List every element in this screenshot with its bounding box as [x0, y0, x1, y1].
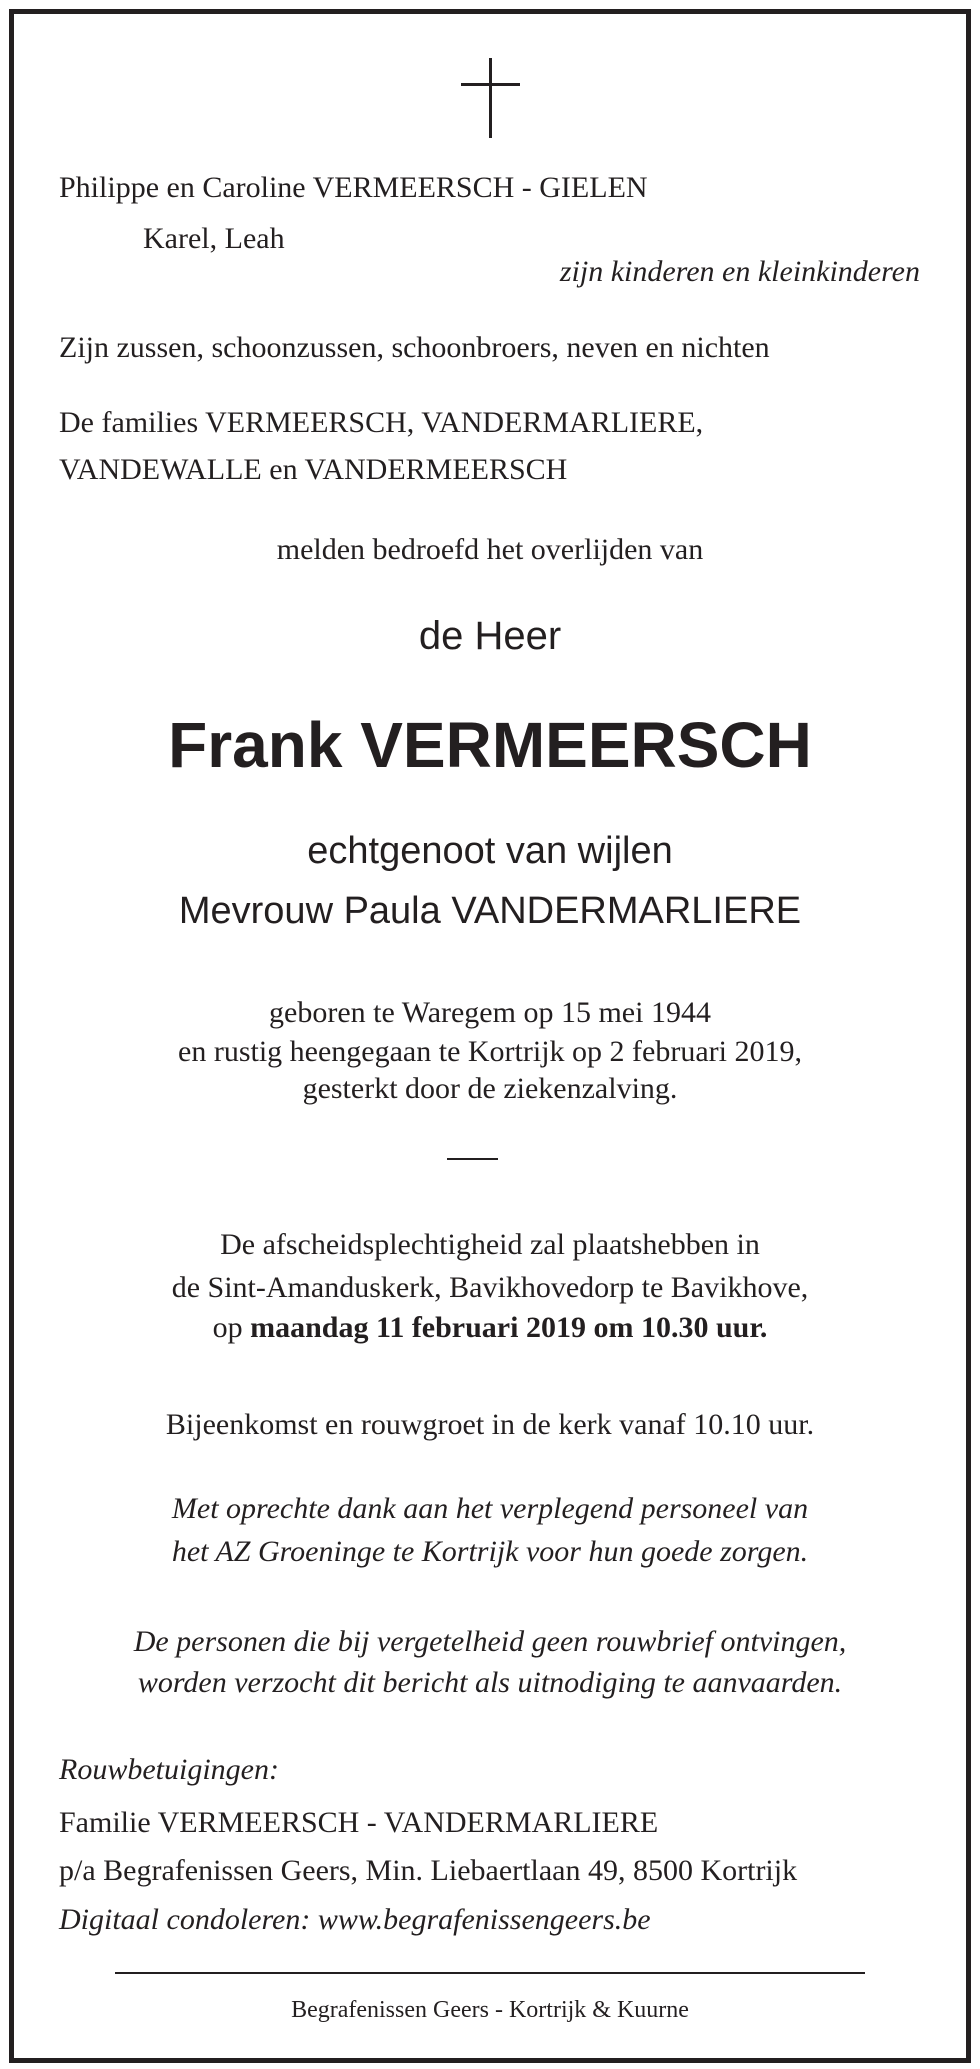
thanks-line-1: Met oprechte dank aan het verplegend personeel van [171, 1492, 809, 1525]
honorific: de Heer [418, 614, 562, 658]
families-line-1: De families VERMEERSCH, VANDERMARLIERE, [59, 406, 704, 439]
thanks-line-2: het AZ Groeninge te Kortrijk voor hun goede zorgen. [171, 1535, 809, 1568]
condolences-website: Digitaal condoleren: www.begrafenissengeers.be [59, 1903, 651, 1936]
divider-short [447, 1158, 498, 1160]
siblings-line: Zijn zussen, schoonzussen, schoonbroers, neven en nichten [59, 331, 770, 364]
gathering-line: Bijeenkomst en rouwgroet in de kerk vanaf 10.10 uur. [165, 1408, 815, 1441]
service-line-3 [0, 1310, 980, 1346]
sacrament-line: gesterkt door de ziekenzalving. [302, 1072, 678, 1105]
condolences-address: p/a Begrafenissen Geers, Min. Liebaertlaan 49, 8500 Kortrijk [59, 1854, 798, 1887]
notice-line-2: worden verzocht dit bericht als uitnodiging te aanvaarden. [137, 1666, 843, 1699]
children-line: Philippe en Caroline VERMEERSCH - GIELEN [59, 171, 648, 204]
condolences-label: Rouwbetuigingen: [59, 1753, 279, 1786]
notice-line-1: De personen die bij vergetelheid geen rouwbrief ontvingen, [133, 1625, 847, 1658]
spouse-line-2: Mevrouw Paula VANDERMARLIERE [178, 890, 802, 932]
children-role: zijn kinderen en kleinkinderen [559, 255, 920, 288]
deceased-name: Frank VERMEERSCH [168, 709, 812, 781]
condolences-family: Familie VERMEERSCH - VANDERMARLIERE [59, 1806, 659, 1839]
service-date-prefix: op [212, 1311, 251, 1344]
footer-divider [115, 1972, 865, 1974]
families-line-2: VANDEWALLE en VANDERMEERSCH [59, 453, 568, 486]
birth-line: geboren te Waregem op 15 mei 1944 [269, 996, 711, 1029]
service-line-1: De afscheidsplechtigheid zal plaatshebben in [220, 1228, 760, 1261]
spouse-line-1: echtgenoot van wijlen [307, 830, 673, 872]
service-line-2: de Sint-Amanduskerk, Bavikhovedorp te Bavikhove, [171, 1271, 809, 1304]
undertaker-footer: Begrafenissen Geers - Kortrijk & Kuurne [291, 1997, 689, 2023]
death-line: en rustig heengegaan te Kortrijk op 2 februari 2019, [178, 1035, 802, 1068]
cross-icon-bar [461, 83, 520, 86]
cross-icon [489, 58, 492, 138]
grandchildren-line: Karel, Leah [143, 222, 285, 255]
announcement-intro: melden bedroefd het overlijden van [276, 533, 704, 566]
service-date: maandag 11 februari 2019 om 10.30 uur. [250, 1311, 768, 1344]
